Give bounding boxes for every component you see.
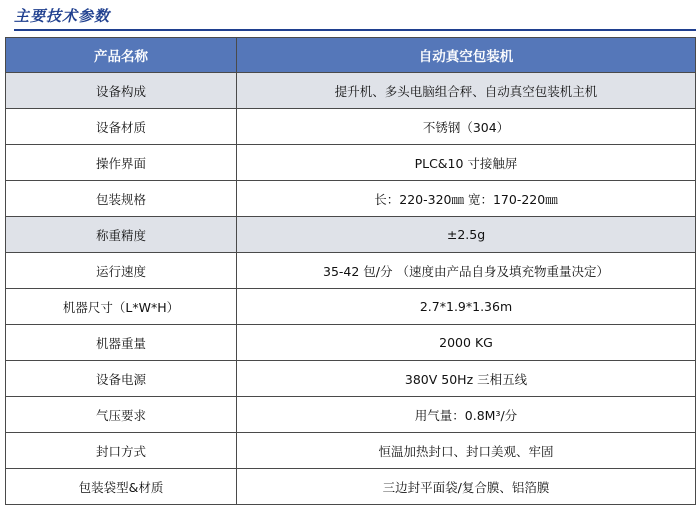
table-row: [6, 397, 696, 433]
row-label: 设备构成: [6, 73, 237, 109]
row-value: 35-42 包/分 （速度由产品自身及填充物重量决定）: [237, 253, 696, 289]
table-row: [6, 361, 696, 397]
row-value: 长：220-320㎜ 宽：170-220㎜: [237, 181, 696, 217]
table-row: [6, 433, 696, 469]
row-value: 2000 KG: [237, 325, 696, 361]
table-header-row: [6, 38, 696, 73]
table-row: [6, 469, 696, 505]
spec-table: [5, 37, 696, 505]
row-value: ±2.5g: [237, 217, 696, 253]
row-label: 设备材质: [6, 109, 237, 145]
title-underline: [14, 29, 696, 31]
section-title: 主要技术参数: [14, 7, 111, 25]
row-label: 操作界面: [6, 145, 237, 181]
row-value: 三边封平面袋/复合膜、铝箔膜: [237, 469, 696, 505]
row-value: 恒温加热封口、封口美观、牢固: [237, 433, 696, 469]
header-product-name: 产品名称: [6, 38, 237, 73]
row-label: 运行速度: [6, 253, 237, 289]
row-value: 提升机、多头电脑组合秤、自动真空包装机主机: [237, 73, 696, 109]
row-value: 不锈钢（304）: [237, 109, 696, 145]
table-row: [6, 217, 696, 253]
section-header: [14, 6, 110, 26]
row-label: 包装规格: [6, 181, 237, 217]
row-value: 380V 50Hz 三相五线: [237, 361, 696, 397]
row-label: 机器尺寸（L*W*H）: [6, 289, 237, 325]
table-row: [6, 181, 696, 217]
row-label: 气压要求: [6, 397, 237, 433]
row-label: 封口方式: [6, 433, 237, 469]
row-value: 2.7*1.9*1.36m: [237, 289, 696, 325]
row-label: 设备电源: [6, 361, 237, 397]
table-row: [6, 289, 696, 325]
row-value: PLC&10 寸接触屏: [237, 145, 696, 181]
header-product-value: 自动真空包装机: [237, 38, 696, 73]
table-row: [6, 325, 696, 361]
row-value: 用气量：0.8M³/分: [237, 397, 696, 433]
row-label: 机器重量: [6, 325, 237, 361]
table-row: [6, 73, 696, 109]
row-label: 称重精度: [6, 217, 237, 253]
table-row: [6, 109, 696, 145]
table-row: [6, 253, 696, 289]
table-row: [6, 145, 696, 181]
row-label: 包装袋型&材质: [6, 469, 237, 505]
